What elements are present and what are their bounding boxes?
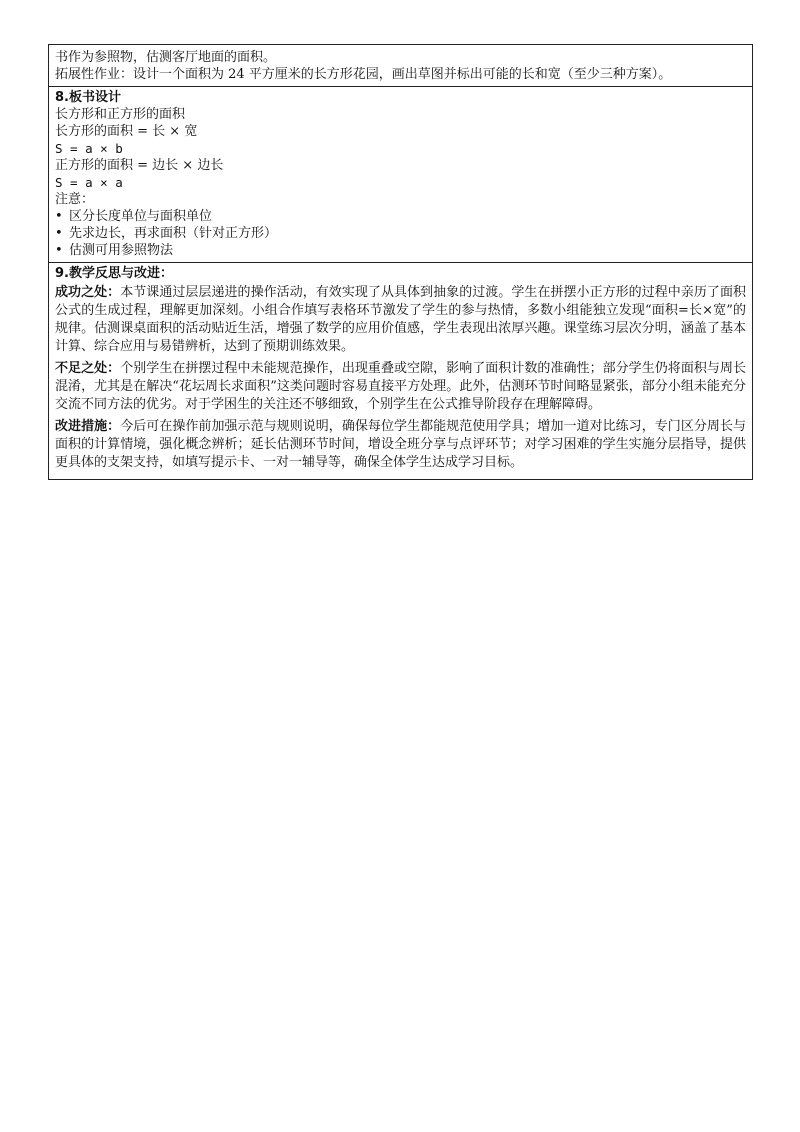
note-item — [55, 242, 746, 259]
shortcoming-label: 不足之处： — [55, 361, 121, 376]
reflection-section — [49, 262, 752, 479]
square-symbol-formula: S = a × a — [55, 175, 123, 190]
square-area-formula: 正方形的面积 = 边长 × 边长 — [55, 158, 224, 173]
homework-line-1: 书作为参照物，估测客厅地面的面积。 — [55, 50, 277, 65]
shortcoming-text: 个别学生在拼摆过程中未能规范操作，出现重叠或空隙，影响了面积计数的准确性；部分学生仍将面积与周长混淆，尤其是在解决“花坛周长求面积”这类问题时容易直接平方处理。此外，估测环节时间略显紧张，部分小组未能充分交流不同方法的优劣。对于学困生的关注还不够细致，个别学生在公式推导阶段存在理解障碍。 — [55, 361, 746, 412]
success-label: 成功之处： — [55, 285, 121, 300]
bullet-icon: • — [55, 209, 63, 224]
improve-text: 今后可在操作前加强示范与规则说明，确保每位学生都能规范使用学具；增加一道对比练习，专门区分周长与面积的计算情境，强化概念辨析；延长估测环节时间，增设全班分享与点评环节；对学习困难的学生实施分层指导，提供更具体的支架支持，如填写提示卡、一对一辅导等，确保全体学生达成学习目标。 — [55, 419, 746, 470]
success-text: 本节课通过层层递进的操作活动，有效实现了从具体到抽象的过渡。学生在拼摆小正方形的过程中亲历了面积公式的生成过程，理解更加深刻。小组合作填写表格环节激发了学生的参与热情，多数小组能独立发现“面积=长×宽”的规律。估测课桌面积的活动贴近生活，增强了数学的应用价值感，学生表现出浓厚兴趣。课堂练习层次分明，涵盖了基本计算、综合应用与易错辨析，达到了预期训练效果。 — [55, 285, 746, 354]
note-item — [55, 225, 746, 242]
homework-section — [49, 45, 752, 86]
improve-label: 改进措施： — [55, 419, 121, 434]
note-text: 区分长度单位与面积单位 — [69, 209, 213, 224]
success-paragraph — [55, 284, 746, 356]
homework-line-2: 拓展性作业：设计一个面积为 24 平方厘米的长方形花园，画出草图并标出可能的长和宽（至少三种方案）。 — [55, 67, 672, 82]
board-design-section — [49, 86, 752, 262]
note-text: 先求边长，再求面积（针对正方形） — [69, 226, 278, 241]
note-item — [55, 208, 746, 225]
lesson-plan-table — [48, 44, 753, 480]
shortcoming-paragraph — [55, 360, 746, 414]
reflection-title: 9.教学反思与改进： — [55, 266, 173, 281]
notes-label: 注意： — [55, 192, 95, 207]
board-design-title: 8.板书设计 — [55, 90, 121, 105]
rectangle-symbol-formula: S = a × b — [55, 141, 123, 156]
rectangle-area-formula: 长方形的面积 = 长 × 宽 — [55, 124, 198, 139]
bullet-icon: • — [55, 243, 63, 258]
note-text: 估测可用参照物法 — [69, 243, 174, 258]
bullet-icon: • — [55, 226, 63, 241]
improve-paragraph — [55, 418, 746, 472]
board-title-line: 长方形和正方形的面积 — [55, 107, 186, 122]
